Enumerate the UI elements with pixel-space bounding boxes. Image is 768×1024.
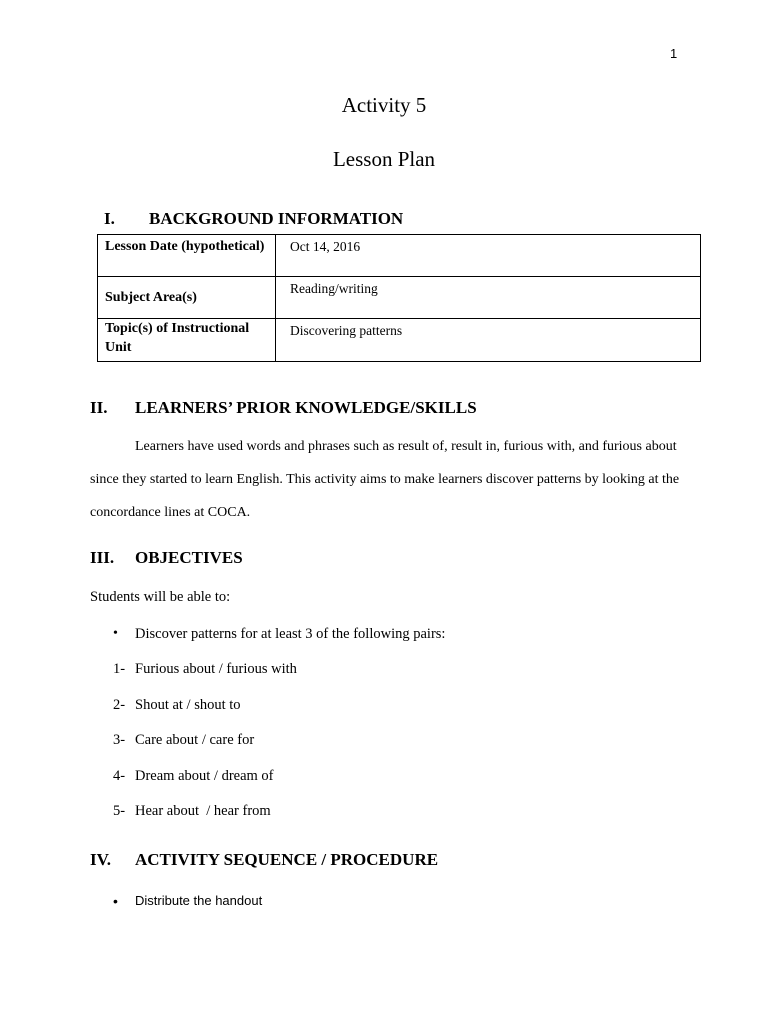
list-item-text: Shout at / shout to: [135, 697, 241, 713]
bullet-icon: •: [113, 893, 118, 909]
section-heading-background: [104, 209, 404, 229]
list-item-number: 5-: [113, 803, 126, 819]
section-heading-prior-knowledge: [90, 398, 477, 418]
section-number: I.: [104, 209, 115, 228]
paragraph-line: concordance lines at COCA.: [90, 505, 251, 520]
bullet-icon: •: [113, 626, 118, 641]
paragraph-line: Learners have used words and phrases such as result of, result in, furious with, and furious about: [135, 439, 677, 454]
list-item-text: Distribute the handout: [135, 893, 263, 908]
list-item-text: Furious about / furious with: [135, 661, 297, 677]
section-title: BACKGROUND INFORMATION: [149, 209, 404, 228]
document-subtitle: Lesson Plan: [332, 147, 436, 171]
table-row: [98, 277, 701, 319]
page-number: 1: [670, 46, 678, 61]
list-item-number: 1-: [113, 661, 126, 677]
list-item: [113, 661, 513, 678]
list-item-number: 4-: [113, 768, 126, 784]
list-item: [113, 732, 513, 749]
list-item: [113, 768, 513, 785]
section-title: LEARNERS’ PRIOR KNOWLEDGE/SKILLS: [135, 398, 477, 417]
section-number: III.: [90, 548, 115, 567]
prior-knowledge-paragraph: [90, 430, 680, 529]
section-number: II.: [90, 398, 108, 417]
list-item: [113, 803, 513, 820]
table-value-cell: Reading/writing: [276, 277, 701, 319]
section-heading-activity: [90, 850, 439, 870]
document-title: Activity 5: [341, 93, 427, 117]
section-title: OBJECTIVES: [135, 548, 243, 567]
background-info-table: [97, 234, 701, 362]
list-item-text: Hear about / hear from: [135, 803, 271, 819]
list-item-text: Discover patterns for at least 3 of the following pairs:: [135, 626, 446, 642]
list-item-text: Care about / care for: [135, 732, 255, 748]
table-row: [98, 319, 701, 362]
list-item-text: Dream about / dream of: [135, 768, 274, 784]
table-row: [98, 235, 701, 277]
list-item: [113, 697, 513, 714]
objectives-intro: Students will be able to:: [90, 589, 231, 605]
list-item-number: 3-: [113, 732, 126, 748]
section-number: IV.: [90, 850, 111, 869]
section-heading-objectives: [90, 548, 243, 568]
section-title: ACTIVITY SEQUENCE / PROCEDURE: [135, 850, 439, 869]
list-item-number: 2-: [113, 697, 126, 713]
table-label-cell: Subject Area(s): [98, 277, 276, 319]
table-value-cell: Discovering patterns: [276, 319, 701, 362]
table-label-cell: Topic(s) of Instructional Unit: [98, 319, 276, 362]
table-value-cell: Oct 14, 2016: [276, 235, 701, 277]
table-label-cell: Lesson Date (hypothetical): [98, 235, 276, 277]
paragraph-line: since they started to learn English. This activity aims to make learners discover patterns by looking at the: [90, 472, 680, 487]
